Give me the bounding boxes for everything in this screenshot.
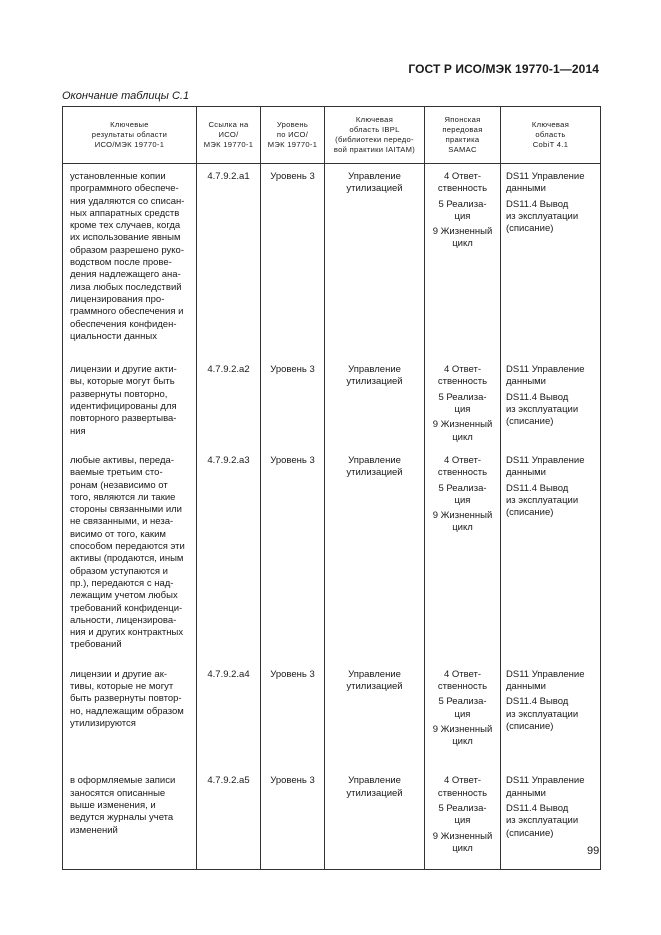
cell-line: ния удаляются со списан- bbox=[70, 195, 185, 207]
header-level bbox=[261, 107, 325, 164]
cell-line: ственность bbox=[437, 183, 488, 195]
cell-line: ция bbox=[454, 210, 471, 222]
cell-line: из эксплуатации bbox=[506, 494, 579, 506]
cell-paragraph bbox=[428, 803, 497, 828]
cell-line: данными bbox=[506, 467, 546, 479]
header-reference bbox=[197, 107, 261, 164]
cell-line: ронам (независимо от bbox=[70, 479, 168, 491]
cell-paragraph bbox=[506, 455, 597, 480]
header-line: практика bbox=[445, 135, 480, 144]
cell-reference bbox=[197, 164, 261, 358]
header-line: вой практики IAITAM) bbox=[333, 145, 416, 154]
cell-line: вы, которые могут быть bbox=[70, 376, 175, 388]
cell-line: стороны связанными или bbox=[70, 504, 182, 516]
cell-samac bbox=[425, 448, 501, 662]
cell-line: ных аппаратных средств bbox=[70, 207, 180, 219]
cell-line: 5 Реализа- bbox=[438, 198, 487, 210]
cell-line: 4 Ответ- bbox=[443, 668, 482, 680]
cell-line: выше изменения, и bbox=[70, 800, 156, 812]
cell-paragraph bbox=[428, 831, 497, 856]
cell-line: висимо от того, каким bbox=[70, 528, 166, 540]
cell-line: Уровень 3 bbox=[270, 775, 315, 787]
cell-line: идентифицированы для bbox=[70, 401, 177, 413]
cell-line: ния и других контрактных bbox=[70, 627, 184, 639]
cell-paragraph bbox=[506, 775, 597, 800]
cell-line: изменений bbox=[70, 824, 118, 836]
cell-line: способом передаются эти bbox=[70, 541, 185, 553]
cell-line: установленные копии bbox=[70, 171, 166, 182]
cell-ibpl bbox=[325, 357, 425, 448]
cell-line: образом разрешено руко- bbox=[70, 244, 184, 256]
cell-level bbox=[261, 164, 325, 358]
cell-line: ваемые третьим сто- bbox=[70, 467, 163, 479]
cell-line: утилизацией bbox=[346, 376, 403, 388]
cell-line: (списание) bbox=[506, 827, 554, 839]
cell-line: развернуты повторно, bbox=[70, 388, 168, 400]
cell-line: кроме тех случаев, когда bbox=[70, 220, 181, 232]
header-line: ИСО/ bbox=[218, 130, 239, 139]
header-cobit bbox=[501, 107, 601, 164]
cell-line: (списание) bbox=[506, 720, 554, 732]
cell-paragraph bbox=[506, 803, 597, 840]
cell-paragraph bbox=[506, 696, 597, 733]
cell-line: лицензии и другие акти- bbox=[70, 364, 177, 376]
cell-cobit bbox=[501, 768, 601, 869]
cell-line: DS11.4 Вывод bbox=[506, 696, 569, 708]
header-samac bbox=[425, 107, 501, 164]
header-line: по ИСО/ bbox=[276, 130, 309, 139]
cell-line: пр.), передаются с над- bbox=[70, 577, 174, 589]
cell-level bbox=[261, 768, 325, 869]
header-line: Ключевая bbox=[531, 120, 570, 129]
cell-line: Управление bbox=[348, 775, 401, 787]
cell-line: DS11 Управление bbox=[506, 668, 585, 680]
cell-line: 4.7.9.2.a4 bbox=[207, 668, 250, 680]
cell-line: цикл bbox=[452, 238, 473, 250]
header-line: Ссылка на bbox=[208, 120, 249, 129]
cell-line: 4.7.9.2.a1 bbox=[207, 171, 250, 182]
header-line: МЭК 19770-1 bbox=[267, 140, 318, 149]
cell-ibpl bbox=[325, 164, 425, 358]
cell-line: требований bbox=[70, 639, 122, 651]
correspondence-table bbox=[62, 106, 601, 870]
cell-line: не связанными, и неза- bbox=[70, 516, 174, 528]
cell-line: данными bbox=[506, 376, 546, 388]
cell-line: (списание) bbox=[506, 223, 554, 235]
cell-line: Управление bbox=[348, 364, 401, 376]
cell-line: 5 Реализа- bbox=[438, 803, 487, 815]
cell-samac bbox=[425, 768, 501, 869]
cell-key-result bbox=[63, 164, 197, 358]
cell-line: DS11.4 Вывод bbox=[506, 803, 569, 815]
cell-line: ция bbox=[454, 404, 471, 416]
cell-paragraph bbox=[506, 199, 597, 236]
cell-paragraph bbox=[428, 510, 497, 535]
cell-paragraph bbox=[428, 419, 497, 444]
table-row bbox=[63, 768, 601, 869]
cell-line: их использование явным bbox=[70, 232, 181, 244]
cell-paragraph bbox=[428, 669, 497, 694]
cell-cobit bbox=[501, 164, 601, 358]
cell-line: 4 Ответ- bbox=[443, 364, 482, 376]
cell-line: цикл bbox=[452, 522, 473, 534]
cell-line: из эксплуатации bbox=[506, 404, 579, 416]
cell-line: (списание) bbox=[506, 416, 554, 428]
page-number: 99 bbox=[587, 845, 600, 857]
cell-line: дения надлежащего ана- bbox=[70, 269, 181, 281]
cell-line: 5 Реализа- bbox=[438, 482, 487, 494]
cell-reference bbox=[197, 768, 261, 869]
cell-line: 4 Ответ- bbox=[443, 775, 482, 787]
cell-paragraph bbox=[428, 724, 497, 749]
cell-line: цикл bbox=[452, 842, 473, 854]
cell-samac bbox=[425, 662, 501, 769]
cell-line: утилизацией bbox=[346, 787, 403, 799]
header-line: область IBPL bbox=[349, 125, 400, 134]
header-line: CobiT 4.1 bbox=[532, 140, 569, 149]
cell-line: образом уступаются и bbox=[70, 565, 168, 577]
cell-line: 4.7.9.2.a3 bbox=[207, 454, 250, 466]
cell-line: DS11.4 Вывод bbox=[506, 482, 569, 494]
cell-line: 5 Реализа- bbox=[438, 391, 487, 403]
cell-line: 9 Жизненный bbox=[432, 510, 493, 522]
table-row bbox=[63, 357, 601, 448]
cell-paragraph bbox=[428, 696, 497, 721]
cell-line: Управление bbox=[348, 171, 401, 182]
cell-line: из эксплуатации bbox=[506, 210, 579, 222]
cell-cobit bbox=[501, 357, 601, 448]
cell-line: того, являются ли такие bbox=[70, 491, 176, 503]
table-caption: Окончание таблицы С.1 bbox=[62, 90, 190, 102]
cell-line: из эксплуатации bbox=[506, 815, 579, 827]
cell-key-result bbox=[63, 662, 197, 769]
cell-line: программного обеспече- bbox=[70, 183, 179, 195]
header-line: Ключевые bbox=[110, 120, 149, 129]
cell-line: (списание) bbox=[506, 507, 554, 519]
cell-line: данными bbox=[506, 183, 546, 195]
cell-reference bbox=[197, 448, 261, 662]
header-line: Ключевая bbox=[355, 115, 394, 124]
cell-key-result bbox=[63, 357, 197, 448]
cell-line: но, надлежащим образом bbox=[70, 705, 184, 717]
cell-line: 9 Жизненный bbox=[432, 419, 493, 431]
header-line: Уровень bbox=[276, 120, 309, 129]
table-row bbox=[63, 662, 601, 769]
cell-paragraph bbox=[506, 669, 597, 694]
cell-samac bbox=[425, 164, 501, 358]
cell-line: ция bbox=[454, 494, 471, 506]
cell-cobit bbox=[501, 448, 601, 662]
cell-line: 9 Жизненный bbox=[432, 226, 493, 238]
cell-line: утилизируются bbox=[70, 717, 136, 729]
cell-line: Уровень 3 bbox=[270, 364, 315, 376]
cell-line: цикл bbox=[452, 431, 473, 443]
header-line: результаты области bbox=[91, 130, 168, 139]
cell-line: утилизацией bbox=[346, 467, 403, 479]
cell-line: Управление bbox=[348, 668, 401, 680]
cell-line: ственность bbox=[437, 680, 488, 692]
cell-line: 5 Реализа- bbox=[438, 696, 487, 708]
cell-reference bbox=[197, 357, 261, 448]
header-ibpl bbox=[325, 107, 425, 164]
cell-paragraph bbox=[506, 483, 597, 520]
cell-line: ния bbox=[70, 425, 86, 437]
cell-samac bbox=[425, 357, 501, 448]
header-line: SAMAC bbox=[448, 145, 477, 154]
cell-line: лежащим учетом любых bbox=[70, 590, 178, 602]
cell-line: утилизацией bbox=[346, 680, 403, 692]
header-line: (библиотеки передо- bbox=[335, 135, 414, 144]
cell-line: DS11.4 Вывод bbox=[506, 391, 569, 403]
cell-line: ция bbox=[454, 815, 471, 827]
cell-line: тивы, которые не могут bbox=[70, 680, 174, 692]
cell-line: 4 Ответ- bbox=[443, 171, 482, 182]
cell-line: Уровень 3 bbox=[270, 171, 315, 182]
header-key-results bbox=[63, 107, 197, 164]
cell-line: водством после прове- bbox=[70, 257, 172, 269]
standard-designation: ГОСТ Р ИСО/МЭК 19770-1—2014 bbox=[408, 62, 599, 76]
cell-paragraph bbox=[428, 775, 497, 800]
cell-line: граммного обеспечения и bbox=[70, 306, 184, 318]
cell-key-result bbox=[63, 448, 197, 662]
cell-line: DS11 Управление bbox=[506, 364, 585, 376]
cell-line: 4.7.9.2.a5 bbox=[207, 775, 250, 787]
cell-line: ственность bbox=[437, 467, 488, 479]
cell-line: Уровень 3 bbox=[270, 668, 315, 680]
cell-paragraph bbox=[428, 455, 497, 480]
cell-line: ственность bbox=[437, 376, 488, 388]
cell-line: в оформляемые записи bbox=[70, 775, 176, 787]
cell-line: активы (продаются, иным bbox=[70, 553, 184, 565]
cell-reference bbox=[197, 662, 261, 769]
cell-line: 4.7.9.2.a2 bbox=[207, 364, 250, 376]
cell-ibpl bbox=[325, 768, 425, 869]
cell-paragraph bbox=[506, 364, 597, 389]
cell-ibpl bbox=[325, 662, 425, 769]
cell-paragraph bbox=[428, 392, 497, 417]
cell-line: альности, лицензирова- bbox=[70, 614, 177, 626]
cell-cobit bbox=[501, 662, 601, 769]
cell-line: любые активы, переда- bbox=[70, 454, 174, 466]
cell-line: данными bbox=[506, 680, 546, 692]
cell-line: Уровень 3 bbox=[270, 454, 315, 466]
cell-line: лицензирования про- bbox=[70, 293, 165, 305]
cell-level bbox=[261, 448, 325, 662]
cell-line: DS11 Управление bbox=[506, 775, 585, 787]
cell-line: DS11 Управление bbox=[506, 171, 585, 182]
cell-ibpl bbox=[325, 448, 425, 662]
table-header-row bbox=[63, 107, 601, 164]
cell-line: данными bbox=[506, 787, 546, 799]
cell-line: ция bbox=[454, 708, 471, 720]
header-line: Японская bbox=[444, 115, 481, 124]
cell-line: Управление bbox=[348, 454, 401, 466]
cell-paragraph bbox=[428, 199, 497, 224]
cell-paragraph bbox=[428, 226, 497, 251]
cell-line: ственность bbox=[437, 787, 488, 799]
header-line: ИСО/МЭК 19770-1 bbox=[94, 140, 165, 149]
header-line: передовая bbox=[442, 125, 483, 134]
cell-line: из эксплуатации bbox=[506, 708, 579, 720]
cell-line: заносятся описанные bbox=[70, 787, 166, 799]
cell-paragraph bbox=[506, 392, 597, 429]
cell-key-result bbox=[63, 768, 197, 869]
cell-line: 9 Жизненный bbox=[432, 830, 493, 842]
cell-line: требований конфиденци- bbox=[70, 602, 183, 614]
cell-line: быть развернуты повтор- bbox=[70, 693, 182, 705]
cell-line: лиза любых последствий bbox=[70, 281, 182, 293]
cell-line: 9 Жизненный bbox=[432, 723, 493, 735]
cell-paragraph bbox=[428, 171, 497, 196]
cell-line: циальности данных bbox=[70, 330, 157, 342]
cell-level bbox=[261, 357, 325, 448]
cell-paragraph bbox=[506, 171, 597, 196]
cell-line: утилизацией bbox=[346, 183, 403, 195]
table-row bbox=[63, 164, 601, 358]
cell-line: DS11 Управление bbox=[506, 454, 585, 466]
table-row bbox=[63, 448, 601, 662]
cell-line: DS11.4 Вывод bbox=[506, 198, 569, 210]
cell-line: ведутся журналы учета bbox=[70, 812, 174, 824]
cell-paragraph bbox=[428, 364, 497, 389]
cell-line: цикл bbox=[452, 736, 473, 748]
cell-level bbox=[261, 662, 325, 769]
cell-line: 4 Ответ- bbox=[443, 454, 482, 466]
header-line: МЭК 19770-1 bbox=[203, 140, 254, 149]
table-body bbox=[63, 164, 601, 870]
cell-line: лицензии и другие ак- bbox=[70, 668, 168, 680]
cell-line: повторного развертыва- bbox=[70, 413, 177, 425]
cell-line: обеспечения конфиден- bbox=[70, 318, 177, 330]
cell-paragraph bbox=[428, 483, 497, 508]
header-line: область bbox=[535, 130, 566, 139]
